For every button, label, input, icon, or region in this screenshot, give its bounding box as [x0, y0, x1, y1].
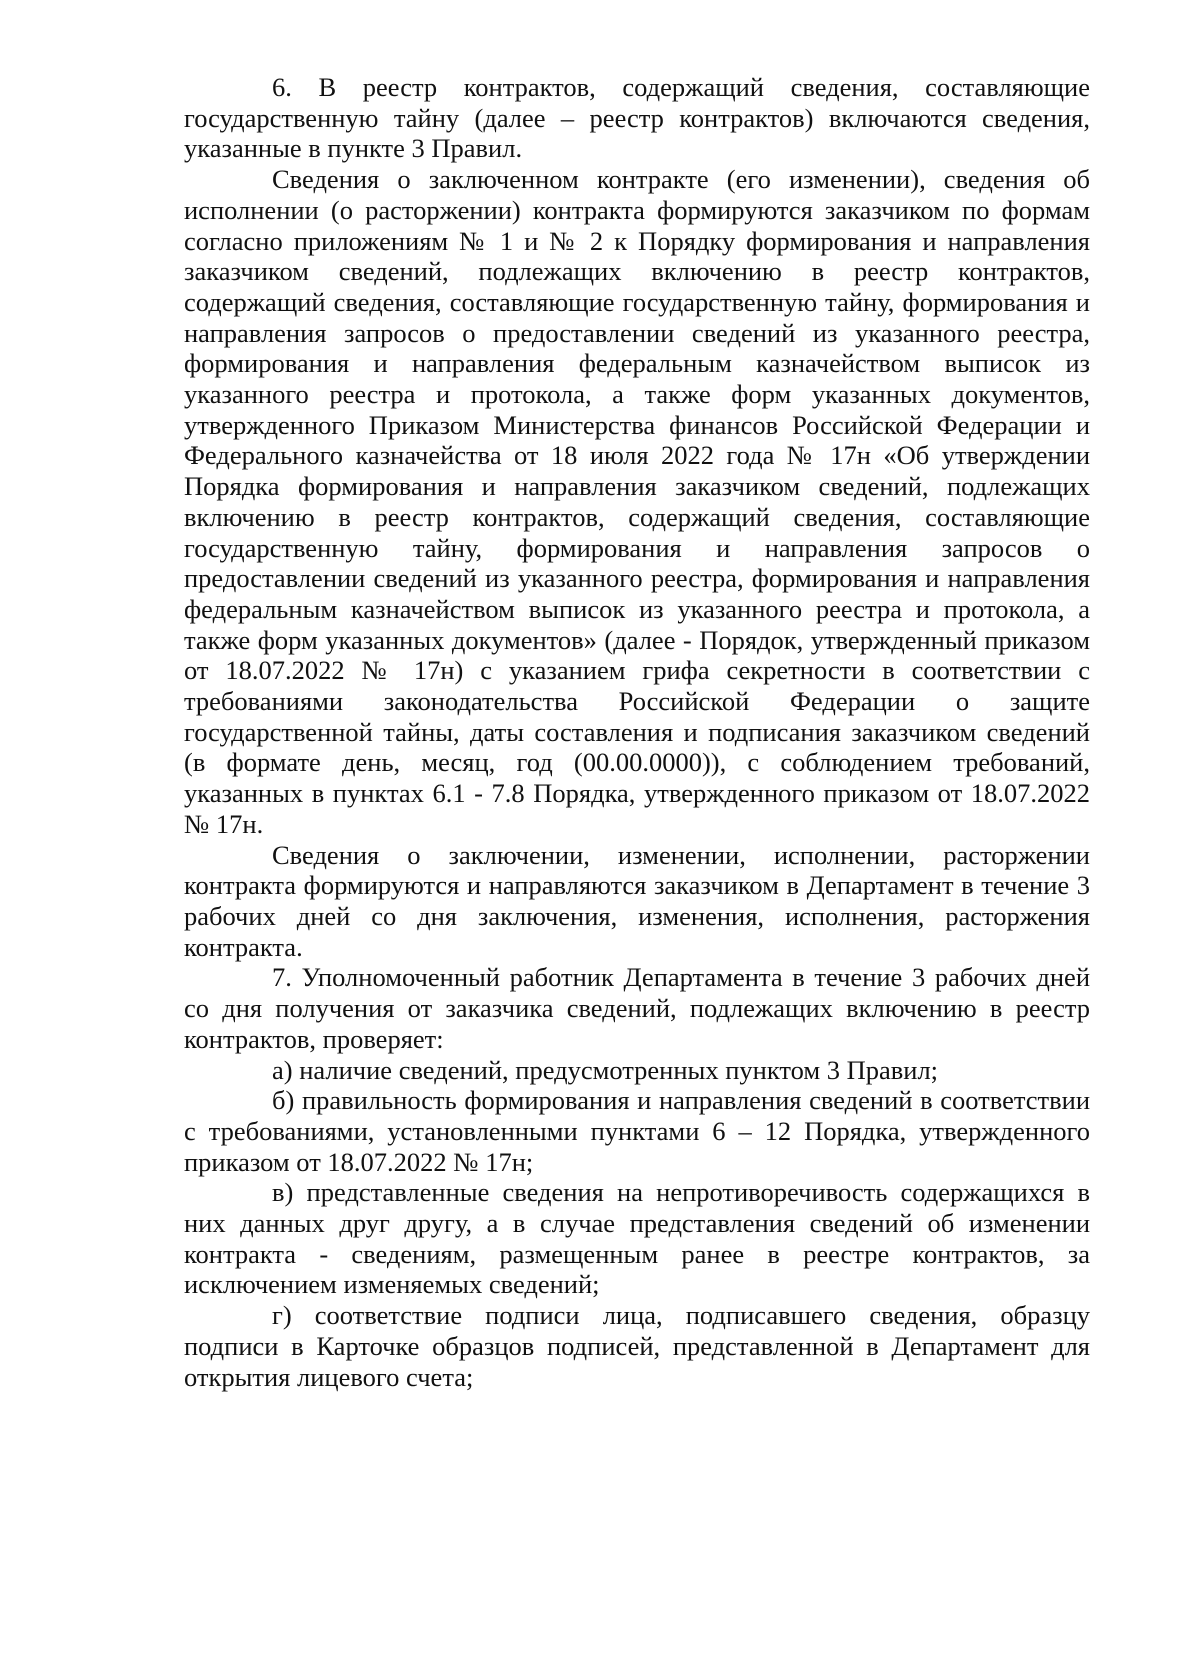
- paragraph-item-7b: б) правильность формирования и направления сведений в соответствии с требованиями, установленными пунктами 6 – 12 Порядка, утвержденного приказом от 18.07.2022 № 17н;: [184, 1085, 1090, 1177]
- document-body: [184, 72, 1090, 1392]
- paragraph-item-7: 7. Уполномоченный работник Департамента в течение 3 рабочих дней со дня получения от заказчика сведений, подлежащих включению в реестр контрактов, проверяет:: [184, 962, 1090, 1054]
- paragraph-item-7g: г) соответствие подписи лица, подписавшего сведения, образцу подписи в Карточке образцов подписей, представленной в Департамент для открытия лицевого счета;: [184, 1300, 1090, 1392]
- paragraph-item-7v: в) представленные сведения на непротиворечивость содержащихся в них данных друг другу, а в случае представления сведений об изменении контракта - сведениям, размещенным ранее в реестре контрактов, за исключением изменяемых сведений;: [184, 1177, 1090, 1300]
- paragraph-item-7a: а) наличие сведений, предусмотренных пунктом 3 Правил;: [272, 1054, 939, 1085]
- paragraph-submission-deadline: Сведения о заключении, изменении, исполнении, расторжении контракта формируются и направляются заказчиком в Департамент в течение 3 рабочих дней со дня заключения, изменения, исполнения, расторжения контракта.: [184, 839, 1090, 962]
- paragraph-contract-info-forms: Сведения о заключенном контракте (его изменении), сведения об исполнении (о расторжении) контракта формируются заказчиком по формам согласно приложениям № 1 и № 2 к Порядку формирования и направления заказчиком сведений, подлежащих включению в реестр контрактов, содержащий сведения, составляющие государственную тайну, формирования и направления запросов о предоставлении сведений из указанного реестра, формирования и направления федеральным казначейством выписок из указанного реестра и протокола, а также форм указанных документов, утвержденного Приказом Министерства финансов Российской Федерации и Федерального казначейства от 18 июля 2022 года № 17н «Об утверждении Порядка формирования и направления заказчиком сведений, подлежащих включению в реестр контрактов, содержащий сведения, составляющие государственную тайну, формирования и направления запросов о предоставлении сведений из указанного реестра, формирования и направления федеральным казначейством выписок из указанного реестра и протокола, а также форм указанных документов» (далее - Порядок, утвержденный приказом от 18.07.2022 № 17н) с указанием грифа секретности в соответствии с требованиями законодательства Российской Федерации о защите государственной тайны, даты составления и подписания заказчиком сведений (в формате день, месяц, год (00.00.0000)), с соблюдением требований, указанных в пунктах 6.1 - 7.8 Порядка, утвержденного приказом от 18.07.2022 № 17н.: [184, 164, 1090, 839]
- paragraph-item-6: 6. В реестр контрактов, содержащий сведения, составляющие государственную тайну (далее – реестр контрактов) включаются сведения, указанные в пункте 3 Правил.: [184, 72, 1090, 164]
